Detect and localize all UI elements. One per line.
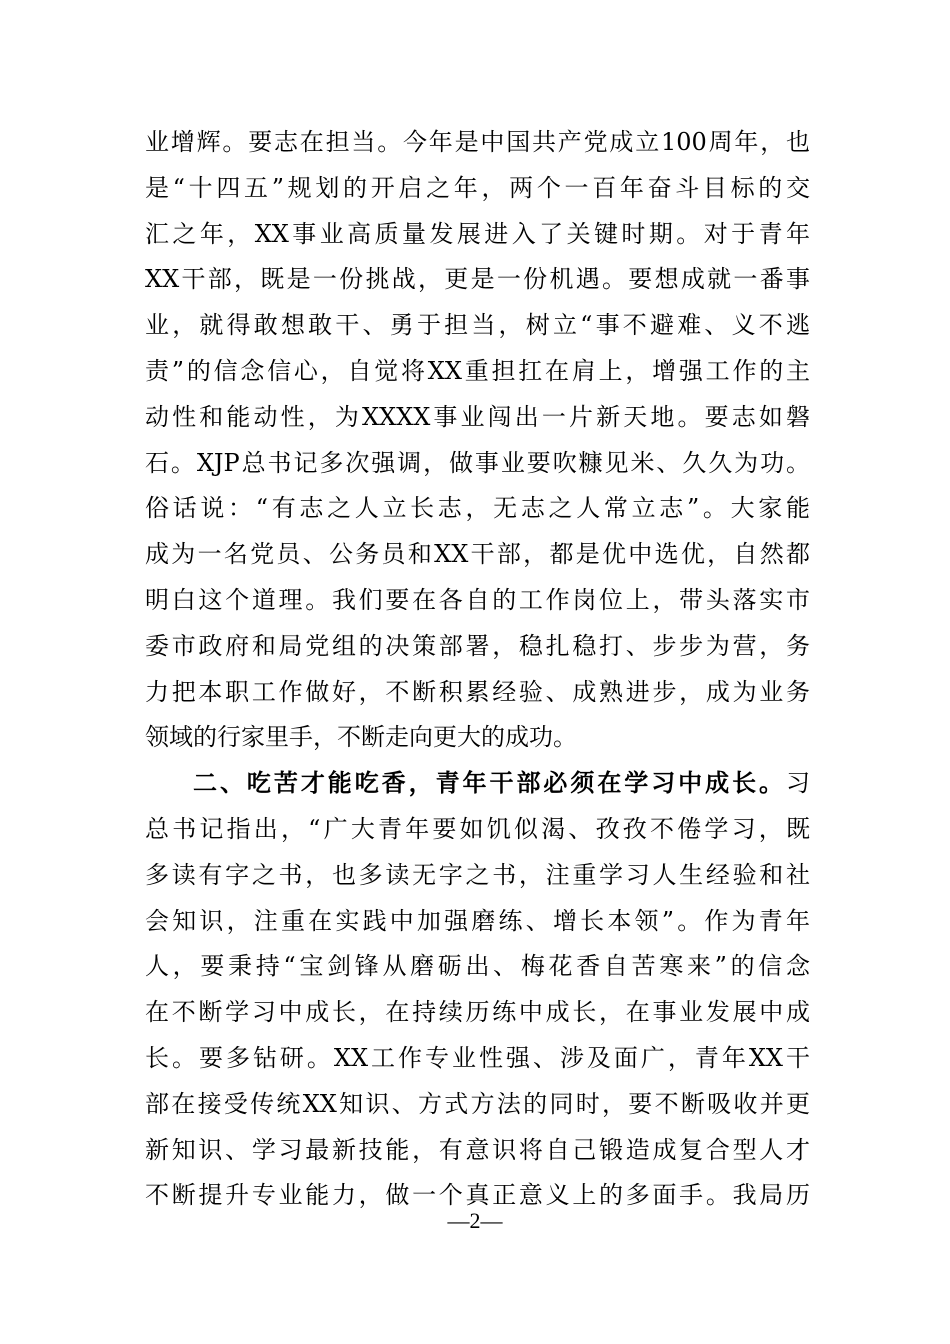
- text-line: XX干部，既是一份挑战，更是一份机遇。要想成就一番事: [145, 265, 810, 294]
- text-line: 领域的行家里手，不断走向更大的成功。: [145, 723, 577, 752]
- text-line: 成为一名党员、公务员和XX干部，都是优中选优，自然都: [145, 540, 810, 569]
- text-line: 力把本职工作做好，不断积累经验、成熟进步，成为业务: [145, 677, 810, 706]
- text-line: 在不断学习中成长，在持续历练中成长，在事业发展中成: [145, 998, 810, 1027]
- text-run: 习: [786, 769, 810, 798]
- text-line: 多读有字之书，也多读无字之书，注重学习人生经验和社: [145, 860, 810, 889]
- text-line: 不断提升专业能力，做一个真正意义上的多面手。我局历: [145, 1181, 810, 1210]
- text-line: 人，要秉持“宝剑锋从磨砺出、梅花香自苦寒来”的信念: [145, 952, 810, 981]
- page-number: —2—: [447, 1208, 503, 1233]
- text-line: 委市政府和局党组的决策部署，稳扎稳打、步步为营，务: [145, 631, 810, 660]
- section-heading-line: [145, 761, 810, 807]
- section-heading: 二、吃苦才能吃香，青年干部必须在学习中成长。: [193, 769, 786, 798]
- text-line: 新知识、学习最新技能，有意识将自己锻造成复合型人才: [145, 1135, 810, 1164]
- text-line: 长。要多钻研。XX工作专业性强、涉及面广，青年XX干: [145, 1043, 810, 1072]
- text-line: 业，就得敢想敢干、勇于担当，树立“事不避难、义不逃: [145, 311, 810, 340]
- text-line: 总书记指出，“广大青年要如饥似渴、孜孜不倦学习，既: [145, 814, 810, 843]
- text-line: 是“十四五”规划的开启之年，两个一百年奋斗目标的交: [145, 173, 810, 202]
- text-line: 俗话说：“有志之人立长志，无志之人常立志”。大家能: [145, 494, 810, 523]
- text-line: 石。XJP总书记多次强调，做事业要吹糠见米、久久为功。: [145, 448, 810, 477]
- text-line: 动性和能动性，为XXXX事业闯出一片新天地。要志如磐: [145, 402, 810, 431]
- text-line: 明白这个道理。我们要在各自的工作岗位上，带头落实市: [145, 585, 810, 614]
- text-line: 汇之年，XX事业高质量发展进入了关键时期。对于青年: [145, 219, 810, 248]
- text-line: 业增辉。要志在担当。今年是中国共产党成立100周年，也: [145, 128, 810, 156]
- text-line: 会知识，注重在实践中加强磨练、增长本领”。作为青年: [145, 906, 810, 935]
- text-line: 部在接受传统XX知识、方式方法的同时，要不断吸收并更: [145, 1089, 810, 1118]
- body-text: [145, 120, 810, 1219]
- text-line: 责”的信念信心，自觉将XX重担扛在肩上，增强工作的主: [145, 356, 810, 385]
